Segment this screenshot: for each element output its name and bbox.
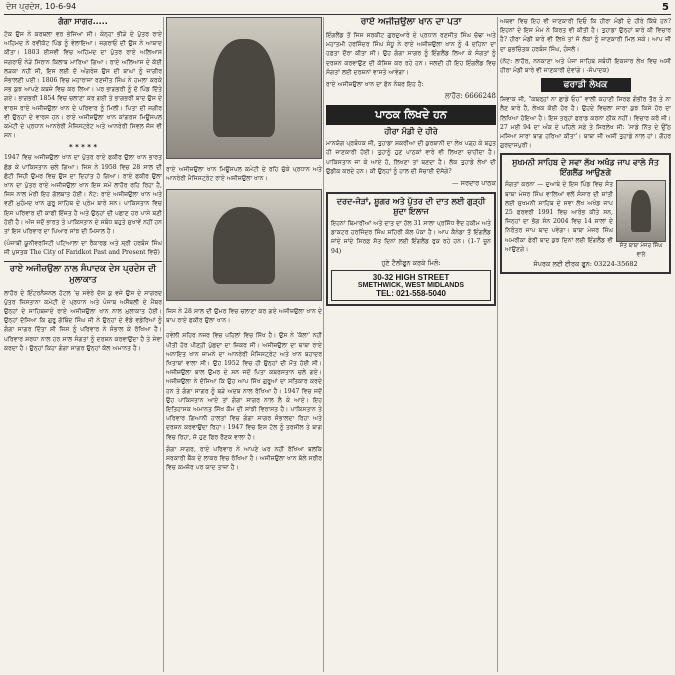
saint-photo-block (616, 180, 666, 260)
address-heading: ਰਾਏ ਅਜੀਜ਼ਉਲਾ ਖਾਨ ਦਾ ਪਤਾ (360, 17, 462, 27)
interview-text: ਲਾਹੌਰ ਦੇ ਇੰਟਰਨੈਸ਼ਨਲ ਹੋਟਲ 'ਚ ਸਵੇਰੇ ਦੱਸ ਕੁ ਵਜੇ ਉਸ ਦੇ ਸਾਗਰਦ ਪੁੱਤਰ ਜਿਸਤਾਨਾ ਕਮੇਟੀ ਦੇ ਪ੍ਰਧਾਨ ਅਤੇ ਪੰਜਾਬ ਅਸੈਂਬਲੀ ਦੇ ਮੈਂਬਰ ਉਨ੍ਹਾਂ ਦੇ ਸਾਹਿਬਜ਼ਾਦੇ ਰਾਏ ਅਜੀਜ਼ਉਲਾ ਖਾਨ ਨਾਲ ਮੁਲਾਕਾਤ ਹੋਈ। ਉਨ੍ਹਾਂ ਦੱਸਿਆ ਕਿ ਗੁਰੂ ਗੋਬਿੰਦ ਸਿੰਘ ਜੀ ਨੇ ਉਨ੍ਹਾਂ ਦੇ ਵੱਡੇ ਵਡੇਰਿਆਂ ਨੂੰ ਗੰਗਾ ਸਾਗਰ ਦਿੱਤਾ ਸੀ ਜਿਸ ਨੂੰ ਪਰਿਵਾਰ ਨੇ ਸੰਭਾਲ ਕੇ ਰੱਖਿਆ ਹੈ। ਪਰਿਵਾਰ ਸ਼ਰਧਾ ਨਾਲ ਹਰ ਸਾਲ ਸੰਗਤਾਂ ਨੂੰ ਦਰਸ਼ਨ ਕਰਵਾਉਂਦਾ ਹੈ ਤੇ ਸੇਵਾ ਕਰਦਾ ਹੈ। ਉਨ੍ਹਾਂ ਕਿਹਾ ਗੰਗਾ ਸਾਗਰ ਉਨ੍ਹਾਂ ਕੋਲ ਅਮਾਨਤ ਹੈ। (4, 289, 162, 352)
letters-subheading: ਹੀਰਾ ਮੰਡੀ ਦੇ ਹੀਰੇ (384, 127, 438, 137)
column-1 (4, 17, 162, 672)
section-stars: * * * * * (68, 143, 98, 152)
ad-text: ਇਹਨਾਂ ਬਿਮਾਰੀਆਂ ਅਤੇ ਦਾਤ ਦਾ ਹੱਲ 31 ਸਾਲਾ ਪ੍ਰਸਿੱਧ ਵੈਦ ਹਕੀਮ ਅਤੇ ਡਾਕਟਰ ਹਰਜਿੰਦਰ ਸਿੰਘ ਸ਼ਹਿਰੀ ਕੋਲ ਪੱਕਾ ਹੈ। ਆਪ ਕੈਨੇਡਾ ਤੋਂ ਇੰਗਲੈਂਡ ਜਾਂਦੇ ਜਾਂਦੇ ਸਿਰਫ਼ ਸੱਤ ਦਿਨਾਂ ਲਈ ਇੰਗਲੈਂਡ ਰੁਕ ਰਹੇ ਹਨ। (1-7 ਜੂਨ 94) (331, 220, 491, 255)
letter-text: ਮਾਨਯੋਗ ਪ੍ਰਬੰਧਕ ਜੀ, ਤੁਹਾਡਾ ਸ਼ਕਰੀਆ ਦੀ ਕੁਰਬਾਨੀ ਦਾ ਲੇਖ ਪੜ੍ਹ ਕੇ ਬਹੁਤ ਹੀ ਜਾਣਕਾਰੀ ਹੋਈ। ਤੁਹਾਨੂੰ ਹੁਣ ਪਾਠਕਾਂ ਵਾਰੇ ਵੀ ਲਿਖਣਾ ਚਾਹੀਦਾ ਹੈ। ਪਾਕਿਸਤਾਨ ਜਾ ਕੇ ਆਏ ਹੋ, ਲਿਖਣਾ ਤਾਂ ਬਣਦਾ ਹੈ। ਲੋਕ ਤੁਹਾਡੇ ਲੇਖਾਂ ਦੀ ਉਡੀਕ ਕਰਦੇ ਹਨ। ਕੀ ਉਨ੍ਹਾਂ ਨੂੰ ਹਾਲ ਦੀ ਸੱਚਾਈ ਦੱਸੋਗੇ? (326, 140, 496, 175)
column-2 (166, 17, 322, 672)
address-line: ਰਾਏ ਅਜੀਜ਼ਉਲਾ ਖਾਨ ਦਾ ਫੋਨ ਨੰਬਰ ਇਹ ਹੈ: (326, 81, 424, 89)
article-text: ਗੰਗਾ ਸਾਗਰ, ਰਾਏ ਪਰਿਵਾਰ ਨੇ ਆਪਣੇ ਘਰ ਨਹੀਂ ਰੱਖਿਆ ਬਲਕਿ ਸਰਕਾਰੀ ਬੈਂਕ ਦੇ ਲਾਕਰ ਵਿਚ ਰੱਖਿਆ ਹੈ। ਅਜੀਜ਼ਉਲਾ ਖਾਨ ਬੋਲੇ ਸਰੀਰ ਵਿਚ ਕਮਜ਼ੋਰ ਪਰ ਯਾਦ ਤਾਜ਼ਾ ਹੈ। (166, 445, 322, 472)
saint-photo (616, 180, 666, 242)
ad-title: ਦਰਦ-ਜੋੜਾਂ, ਸ਼ੂਗਰ ਅਤੇ ਪੁੱਤਰ ਦੀ ਦਾਤ ਲਈ ਗੁੜ੍ਹੀ ਸ਼ੁਦਾ ਇਲਾਜ (336, 197, 486, 217)
ganga-sagar-heading: ਗੰਗਾ ਸਾਗਰ..... (58, 17, 108, 26)
letter-signature: — ਸਰਦਾਰ ਪਾਠਕ (452, 179, 496, 188)
letter-text: ਸ਼ਿਵਾਕ ਜੀ, "ਕਬਰ੍ਹਾਂ ਨਾ ਛਾਡੇ ਓਹ" ਵਾਲੀ ਕਹਾਣੀ ਸਿਰਫ ਗੰਭੀਰ ਤੌਰ ਤੇ ਨਾ ਲੈਣ ਬਾਰੇ ਹੈ, ਲੇਖਕ ਕੋਈ ਹੋਰ ਹੈ। ਉਹਦੇ ਵਿਚਲਾ ਸਾਰਾ ਕੁਝ ਕਿਸੇ ਹੋਰ ਦਾ ਲਿਖਿਆ ਹੋਇਆ ਹੈ। ਇਸ ਤਰ੍ਹਾਂ ਫਰਾਡ ਕਰਨਾ ਠੀਕ ਨਹੀਂ। ਵਿਚਾਰ ਕਰੋ ਜੀ। 27 ਮਈ 94 ਦਾ ਅੰਕ ਦੇ ਪਹਿਲੇ ਸਫ਼ੇ ਤੇ ਸਿਰਲੇਖ ਸੀ: 'ਸਾਡੇ ਨਿੱਤ ਦੇ ਉੱਠ ਮਸਿਆ ਸਾਰਾ ਬਾਗ ਹਰਿਆ ਕੀਤਾ'। ਬਾਬਾ ਜੀ ਅਸੀਂ ਤੁਹਾਡੇ ਨਾਲ ਹਾਂ। ਗੌਹਰ ਗੁਰਦਾਸਪੁਰੀ। (500, 96, 671, 150)
column-divider (163, 17, 164, 672)
clinic-advertisement (326, 192, 496, 306)
saint-caption: ਸੰਤ ਬਾਬਾ ਮੇਜਰ ਸਿੰਘ ਵਾਲੇ (619, 243, 663, 259)
photo-caption: ਰਾਏ ਅਜੀਜ਼ਉਲਾ ਖਾਨ ਮਿਊਂਸਪਲ ਕਮੇਟੀ ਦੇ ਰਹਿ ਚੁੱਕੇ ਪ੍ਰਧਾਨ ਅਤੇ ਆਨਰੇਰੀ ਮੈਜਿਸਟ੍ਰੇਟ ਰਾਏ ਅਜੀਜ਼ਉਲਾ ਖਾਨ। (166, 166, 322, 183)
article-text: ਇੰਗਲੈਂਡ ਤੋਂ ਜਿਸ ਸਰਕੀਟ ਗੁਰਦੁਆਰੇ ਦੇ ਪ੍ਰਧਾਨ ਰਣਜੀਤ ਸਿੰਘ ਚੱਢਾ ਅਤੇ ਮਹਾਤਮੀ ਹਰਜਿੰਦਰ ਸਿੰਘ ਸੰਧੂ ਨੇ ਰਾਏ ਅਜੀਜ਼ਉਲਾ ਖਾਨ ਨੂੰ 4 ਦਹਿਨਾ ਦਾ ਹਫ਼ਤਾ ਦੌਰਾ ਕੀਤਾ ਸੀ। ਉਹ ਗੰਗਾ ਸਾਗਰ ਨੂੰ ਇੰਗਲੈਂਡ ਲਿਆ ਕੇ ਸੰਗਤਾਂ ਨੂੰ ਦਰਸ਼ਨ ਕਰਵਾਉਣ ਦੀ ਕੋਸ਼ਿਸ਼ ਕਰ ਰਹੇ ਹਨ। ਜਲਦੀ ਹੀ ਇਹ ਇੰਗਲੈਂਡ ਵਿਚ ਸੰਗਤਾਂ ਲਈ ਦਰਸ਼ਨਾਂ ਵਾਸਤੇ ਆਵੇਗਾ। (326, 32, 496, 76)
saint-figure (631, 190, 650, 232)
ad-address-box (331, 270, 491, 301)
header-rule (4, 14, 671, 15)
ad-address-line: SMETHWICK, WEST MIDLANDS (357, 281, 465, 289)
jap-text: ਸੰਗਤਾਂ ਕਰਨਾ — ਦੁਆਬੇ ਦੇ ਇਸ ਪਿੰਡ ਵਿਚ ਸੰਤ ਬਾਬਾ ਮੇਜਰ ਸਿੰਘ ਵਾਲਿਆਂ ਵਲੋਂ ਸੰਸਾਰ ਦੀ ਸ਼ਾਂਤੀ ਲਈ ਸੁਖਮਨੀ ਸਾਹਿਬ ਦੇ ਸਵਾ ਲੱਖ ਅਖੰਡ ਜਾਪ 25 ਫਰਵਰੀ 1991 ਵਿਚ ਆਰੰਭ ਕੀਤੇ ਸਨ, ਜਿਨ੍ਹਾਂ ਦਾ ਭੋਗ ਸੰਨ 2004 ਵਿਚ 14 ਸਾਲਾਂ ਦੇ ਨਿਰੰਤਰ ਜਾਪ ਬਾਦ ਪਵੇਗਾ। ਬਾਬਾ ਮੇਜਰ ਸਿੰਘ ਅਮਰੀਕਾ ਫੇਰੀ ਬਾਦ ਕੁਝ ਦਿਨਾਂ ਲਈ ਇੰਗਲੈਂਡ ਵੀ ਆਉਣਗੇ। (505, 181, 613, 253)
portrait-photo (166, 189, 322, 301)
portrait-figure (213, 39, 275, 137)
article-text: ਹਵੇਲੀ ਸ਼ਹਿਰ ਨਜ਼ਰ ਵਿਚ ਪਹਿਲਾਂ ਵਿਚ ਸਿੱਖ ਹੈ। ਉਸ ਨੇ 'ਕੱਲਾ' ਨਹੀਂ ਪੀਤੀ ਹੋਰ ਪੀਣ੍ਹੀ ਪੁੱਛਦਾ ਦਾ ਜ਼ਿਕਰ ਸੀ। ਅਜੀਜ਼ਉਲਾ ਦਾ ਬਾਬਾ ਰਾਏ ਅਨਾਇਤ ਖਾਨ ਜ਼ਾਮਨੇ ਦਾ ਆਨਰੇਰੀ ਮੈਜਿਸਟ੍ਰੇਟ ਅਤੇ ਖਾਨ ਬਹਾਦਰ ਖਿਤਾਬਾਂ ਵਾਲਾ ਸੀ। ਉਹ 1952 ਵਿਚ ਹੀ ਉਨ੍ਹਾਂ ਦੀ ਮੌਤ ਹੋਈ ਸੀ। ਅਜੀਜ਼ਉਲਾ ਬਾਲ ਉਮਰ ਦੇ ਸਨ ਜਦੋਂ ਪਿਤਾ ਕਬਰਸਤਾਨ ਚਲੇ ਗਏ। ਅਜੀਜ਼ਉਲਾ ਨੇ ਦੱਸਿਆ ਕਿ ਉਹ ਆਪ ਸਿੱਖ ਗੁਰੂਆਂ ਦਾ ਸਤਿਕਾਰ ਕਰਦੇ ਹਨ ਤੇ ਗੰਗਾ ਸਾਗਰ ਨੂੰ ਬੜੇ ਅਦਬ ਨਾਲ ਰੱਖਿਆ ਹੈ। 1947 ਵਿਚ ਜਦੋਂ ਉਹ ਪਾਕਿਸਤਾਨ ਆਏ ਤਾਂ ਗੰਗਾ ਸਾਗਰ ਨਾਲ ਲੈ ਕੇ ਆਏ। ਇਹ ਇਤਿਹਾਸਕ ਅਮਾਨਤ ਸਿੱਖ ਕੌਮ ਦੀ ਸਾਂਝੀ ਵਿਰਾਸਤ ਹੈ। ਪਾਕਿਸਤਾਨ ਤੇ ਪਰਿਵਾਰ ਗਿਆਨੀ ਹਾਲਤਾਂ ਵਿਚ ਗੰਗਾ ਸਾਗਰ ਸੰਭਾਲਦਾ ਰਿਹਾ ਅਤੇ ਦਰਸ਼ਨ ਕਰਵਾਉਂਦਾ ਰਿਹਾ। 1947 ਵਿਚ ਇਸ ਟੋਲ ਨੂੰ ਤਰਸੀਲ ਤੇ ਬਾਗ ਵਿਚ ਰਿਹਾ, ਜੋ ਹੁਣ ਫਿਰ ਰੌਣਕ ਵਾਲਾ ਹੈ। (166, 332, 322, 441)
jap-announcement (500, 153, 671, 274)
phone-number: ਲਾਹੌਰ: 6666248 (444, 92, 496, 101)
ad-telephone: TEL: 021-558-5040 (376, 288, 446, 298)
portrait-figure (213, 207, 275, 284)
date-line: ਦੇਸ ਪ੍ਰਦੇਸ, 10-6-94 (6, 2, 77, 11)
portrait-photo (166, 17, 322, 159)
interview-heading: ਰਾਏ ਅਜੀਜ਼ਉਲਾ ਨਾਲ ਸੰਪਾਦਕ ਦੇਸ ਪ੍ਰਦੇਸ ਦੀ ਮੁਲਾਕਾਤ (4, 261, 162, 286)
column-divider (497, 17, 498, 672)
letter-text: ਅਥਵਾ ਵਿਚ ਇਹ ਵੀ ਜਾਣਕਾਰੀ ਦਿਓ ਕਿ ਹੀਰਾ ਮੰਡੀ ਦੇ ਹੀਰੇ ਕਿੱਥੇ ਹਨ? ਇਹਨਾਂ ਦੇ ਇਸ ਮੰਮ ਨੇ ਕਿਰਤ ਵੀ ਕੀਤੀ ਹੈ। ਤੁਹਾਡਾ ਉਨ੍ਹਾਂ ਬਾਰੇ ਕੀ ਵਿਚਾਰ ਹੈ? ਹੀਰਾ ਮੰਡੀ ਬਾਰੇ ਵੀ ਲਿਖੋ ਤਾਂ ਜੋ ਲੋਕਾਂ ਨੂੰ ਜਾਣਕਾਰੀ ਮਿਲ ਸਕੇ। ਆਪ ਜੀ ਦਾ ਸ਼ੁਭਚਿੰਤਕ ਹਰਬੰਸ ਸਿੰਘ, ਹੰਸਲੋ। (500, 18, 671, 53)
ad-contact: ਹੁਣੇ ਟੈਲੀਫੂਨ ਕਰਕੇ ਮਿਲੋ: (381, 258, 441, 267)
column-4 (500, 17, 671, 672)
letters-banner: ਪਾਠਕ ਲਿਖਦੇ ਹਨ (326, 105, 496, 125)
fraud-heading: ਫਰਾਡੀ ਲੇਖਕ (541, 78, 631, 92)
page-header (4, 2, 671, 14)
editor-note: (ਨੋਟ: ਲਾਹੌਰ, ਨਨਕਾਣਾ ਅਤੇ ਪੰਜਾ ਸਾਹਿਬ ਸਬੰਧੀ ਇਕਸਾਰ ਲੇਖ ਵਿਚ ਅਸੀਂ ਹੀਰਾ ਮੰਡੀ ਬਾਰੇ ਵੀ ਜਾਣਕਾਰੀ ਦੇਵਾਂਗੇ। -ਸੰਪਾਦਕ) (500, 57, 671, 75)
reference-text: (ਪੰਜਾਬੀ ਯੂਨੀਵਰਸਿਟੀ ਪਟਿਆਲਾ ਦਾ ਰੈਕਾਰਡ ਅਤੇ ਸ਼੍ਰੀ ਹਰਬੰਸ ਸਿੰਘ ਜੀ ਪੁਸਤਕ The City of Faridkot Past and Present ਵਿਚੋਂ) (4, 240, 162, 257)
jap-title: ਸੁਖਮਨੀ ਸਾਹਿਬ ਦੇ ਸਵਾ ਲੱਖ ਅਖੰਡ ਜਾਪ ਵਾਲੇ ਸੰਤ ਇੰਗਲੈਂਡ ਆਉਣਗੇ (512, 158, 659, 178)
photo-caption: ਜਿਸ ਨੇ 28 ਸਾਲ ਦੀ ਉਮਰ ਵਿਚ ਚਲਾਣਾ ਕਰ ਗਏ ਅਜੀਜ਼ਉਲਾ ਖਾਨ ਦੇ ਬਾਪ ਰਾਏ ਫਕੀਰ ਉਲਾ ਖਾਨ। (166, 308, 322, 325)
ad-address-line: 30-32 HIGH STREET (372, 272, 450, 282)
jap-contact: ਸੰਪਰਕ ਲਈ ਈਰਕ ਫੂਨ: 03224-35682 (533, 260, 638, 269)
page-number: 5 (662, 2, 669, 13)
article-text: ਟੋਕ ਉਸ ਨੇ ਕਰਬਲਾ ਵਰ ਭੇਜਿਆ ਸੀ। ਕੇਨ੍ਹਾ ਭੀੜੇ ਦੇ ਪੁੱਤਰ ਰਾਏ ਅਹਿਮਦ ਨੇ ਰਵੀਕੋਟ ਪਿੰਡ ਨੂੰ ਵੇਲਾਇਆ। ਜਗਰਾਓਂ ਦੀ ਉਸ ਨੇ ਆਬਾਦ ਕੀਤਾ। 1803 ਈਸਵੀ ਵਿਚ ਅਹਿਮਦ ਦਾ ਪੁੱਤਰ ਰਾਏ ਅਲਿਆਸ ਜਗਰਾਓਂ ਨੇੜੇ ਸਿਰਾਨ ਕਿਲਾਬ ਮਾਰਿਆ ਗਿਆ। ਰਾਏ ਅਲਿਆਸ ਦੇ ਕੋਈ ਲੜਕਾ ਨਹੀਂ ਸੀ, ਇਸ ਲਈ ਦੋ ਅੰਗਰੇਜ਼ ਉਸ ਦੀ ਬਾਘਾਂ ਨੂੰ ਜਾਗੀਰ ਸੰਭਾਲਣੀ ਪਈ। 1806 ਵਿਚ ਮਹਾਰਾਜਾ ਰਣਜੀਤ ਸਿੰਘ ਨੇ ਹਮਲਾ ਕਰਕੇ ਸਭ ਕੁਝ ਆਪਣੇ ਕਬਜ਼ੇ ਵਿਚ ਕਰ ਲਿਆ। ਪਰ ਭਾਗਭਰੀ ਨੂੰ ਦੋ ਪਿੰਡ ਦਿੱਤੇ ਗਏ। ਭਾਗਭਰੀ 1854 ਵਿਚ ਚਲਾਣਾ ਕਰ ਗਈ ਤੇ ਭਾਗਭਰੀ ਬਾਦ ਉਸ ਦੇ ਵਾਰਸ ਰਾਏ ਅਜੀਜ਼ਉਲਾ ਖਾਨ ਦੇ ਪਰਿਵਾਰ ਨੂੰ ਮਿਲੀ। ਪਿਤਾ ਦੀ ਜਗੀਰ ਵੀ ਉਨ੍ਹਾਂ ਦੇ ਵਾਰਸ ਹਨ। ਰਾਏ ਅਜੀਜ਼ਉਲਾ ਖਾਨ ਕਾਂਗਰਸ ਮਿਊਂਸਪਲ ਕਮੇਟੀ ਦੇ ਪ੍ਰਧਾਨ ਆਨਰੇਰੀ ਮੈਜਿਸਟ੍ਰੇਟ ਅਤੇ ਆਨਰੇਰੀ ਸਿਵਲ ਜੱਜ ਵੀ ਸਨ। (4, 31, 162, 140)
jap-body (505, 180, 666, 260)
column-divider (323, 17, 324, 672)
article-text: 1947 ਵਿਚ ਅਜੀਜ਼ਉਲਾ ਖਾਨ ਦਾ ਪੁੱਤਰ ਰਾਏ ਫਕੀਰ ਉਲਾ ਖਾਨ ਭਾਰਤ ਛੱਡ ਕੇ ਪਾਕਿਸਤਾਨ ਚਲੇ ਗਿਆ। ਜਿਸ ਨੇ 1958 ਵਿਚ 28 ਸਾਲ ਦੀ ਛੋਟੀ ਜਿਹੀ ਉਮਰ ਵਿਚ ਉਸ ਦਾ ਦਿਹਾਂਤ ਹੋ ਗਿਆ। ਰਾਏ ਫਕੀਰ ਉਲਾ ਖਾਨ ਦਾ ਪੁੱਤਰ ਰਾਏ ਅਜੀਜ਼ਉਲਾ ਖਾਨ ਇਸ ਸਮੇਂ ਲਾਹੌਰ ਰਹਿ ਰਿਹਾ ਹੈ, ਜਿਸ ਨਾਲ ਮੇਰੀ ਇਹ ਗੱਲਬਾਤ ਹੋਈ। ਨੋਟ: ਰਾਏ ਅਜੀਜ਼ਉਲਾ ਖਾਨ ਅਤੇ ਵਣੀ ਮੁਹੰਮਦ ਖਾਨ ਗੁਰੂ ਸਾਹਿਬ ਦੇ ਪ੍ਰੇਮ ਬਾਰੇ ਸਨ। ਪਾਕਿਸਤਾਨ ਵਿਚ ਇਸ ਪਰਿਵਾਰ ਦੀ ਕਾਫੀ ਇੱਜ਼ਤ ਹੈ ਅਤੇ ਉਨ੍ਹਾਂ ਦੀ ਪਛਾਣ ਹਰ ਪਾਸੇ ਬਣੀ ਹੋਈ ਹੈ। ਅੱਜ ਜਦੋਂ ਭਾਰਤ ਤੇ ਪਾਕਿਸਤਾਨ ਦੇ ਸਬੰਧ ਬਹੁਤੇ ਸੁਖਾਵੇਂ ਨਹੀਂ ਹਨ ਤਾਂ ਇਸ ਪਰਿਵਾਰ ਦਾ ਪਿਆਰ ਸਾਂਝ ਦੀ ਮਿਸਾਲ ਹੈ। (4, 154, 162, 236)
column-3 (326, 17, 496, 672)
